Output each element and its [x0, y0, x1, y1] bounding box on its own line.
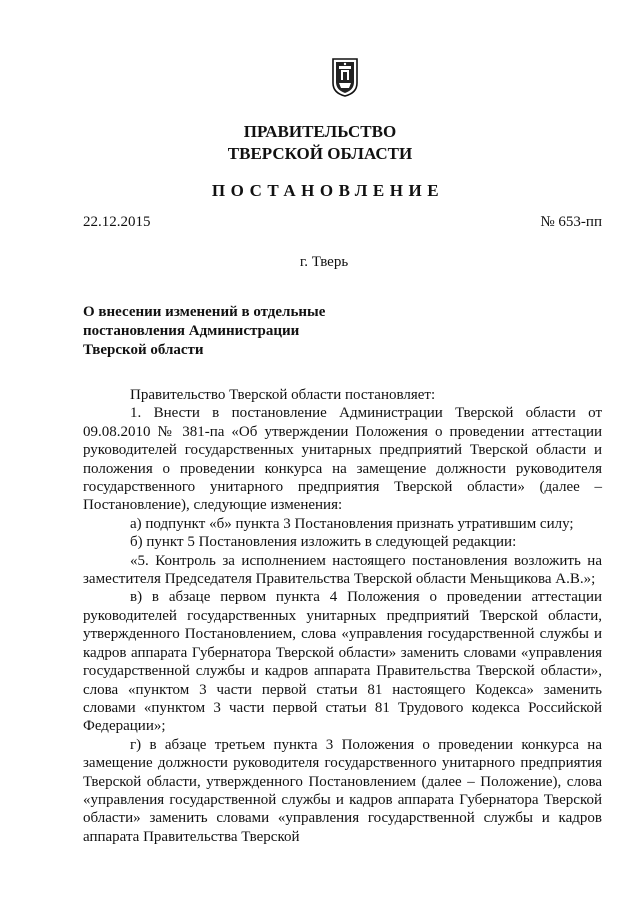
subject-line-3: Тверской области	[83, 342, 204, 358]
paragraph-quote-5: «5. Контроль за исполнением настоящего постановления возложить на заместителя Председателя Правительства Тверской области Меньщикова А.В.»;	[83, 552, 602, 588]
subject-line-2: постановления Администрации	[83, 323, 300, 339]
document-type: ПОСТАНОВЛЕНИЕ	[211, 181, 445, 200]
document-date: 22.12.2015	[83, 214, 151, 230]
paragraph-subitem-a: а) подпункт «б» пункта 3 Постановления признать утратившим силу;	[130, 515, 574, 532]
paragraph-item-1: 1. Внести в постановление Администрации Тверской области от 09.08.2010 № 381-па «Об утверждении Положения о проведении аттестации руководителей государственных унитарных предприятий Тверской области и положения о проведении конкурса на замещение должности руководителя государственного унитарного предприятия Тверской области» (далее – Постановление), следующие изменения:	[83, 405, 602, 514]
org-line-2: ТВЕРСКОЙ ОБЛАСТИ	[227, 144, 413, 163]
paragraph-preamble: Правительство Тверской области постановляет:	[130, 387, 436, 403]
subject-line-1: О внесении изменений в отдельные	[83, 304, 326, 320]
paragraph-subitem-b: б) пункт 5 Постановления изложить в следующей редакции:	[130, 534, 517, 551]
paragraph-subitem-v: в) в абзаце первом пункта 4 Положения о проведении аттестации руководителей государственных унитарных предприятий Тверской области, утвержденного Постановлением, слова «управления государственной службы и кадров аппарата Губернатора Тверской области» заменить словами «управления государственной службы и кадров аппарата Правительства Тверской области», слова «пунктом 3 части первой статьи 81 настоящего Кодекса» заменить словами «пунктом 3 части первой статьи 81 Трудового кодекса Российской Федерации»;	[83, 589, 602, 735]
org-line-1: ПРАВИТЕЛЬСТВО	[243, 122, 397, 141]
coat-of-arms-emblem	[331, 57, 359, 97]
document-subject	[83, 303, 373, 360]
document-number: № 653-пп	[540, 214, 602, 230]
paragraph-subitem-g: г) в абзаце третьем пункта 3 Положения о проведении конкурса на замещение должности руководителя государственного унитарного предприятия Тверской области, утвержденного Постановлением (далее – Положение), слова «управления государственной службы и кадров аппарата Губернатора Тверской области» заменить словами «управления государственной службы и кадров аппарата Правительства Тверской	[83, 736, 602, 845]
organization-name	[0, 121, 640, 165]
document-body	[83, 386, 602, 846]
document-city: г. Тверь	[299, 254, 349, 270]
